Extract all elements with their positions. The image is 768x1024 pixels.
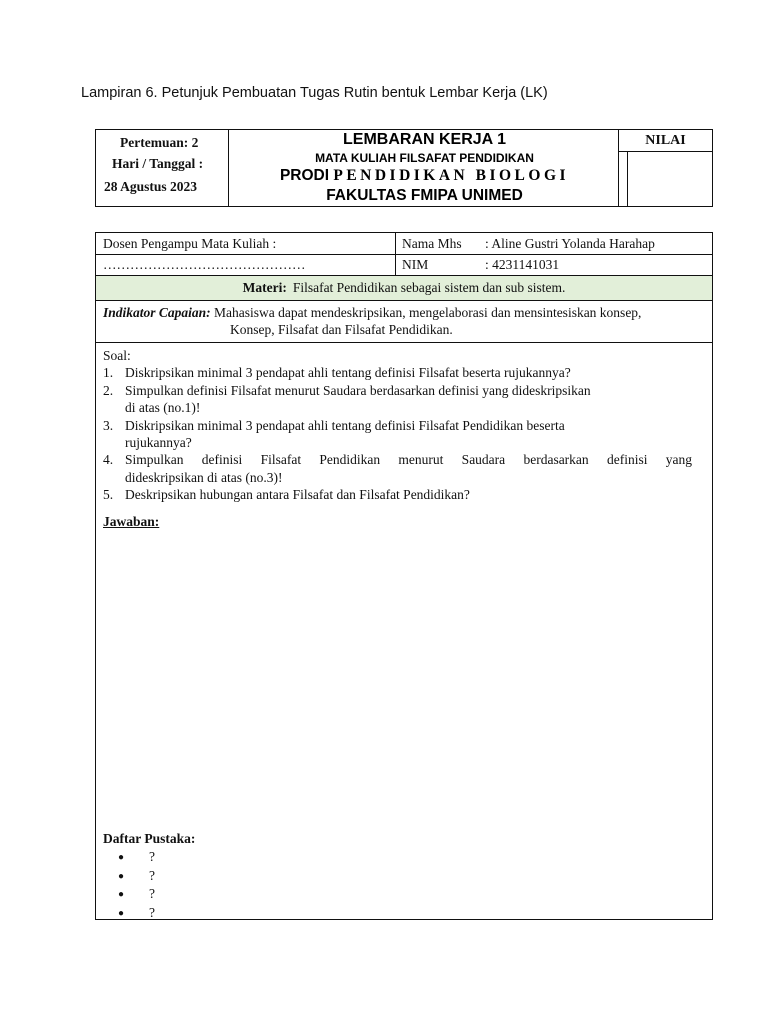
cell-divider [395,233,396,254]
soal-text-continued: rujukannya? [125,435,192,451]
soal-number: 4. [103,452,114,468]
reference-text: ? [149,849,155,864]
reference-item [118,848,155,867]
soal-section [103,347,692,504]
reference-text: ? [149,904,155,920]
soal-text-continued: di atas (no.1)! [125,400,201,416]
bullet-icon: ● [118,870,125,882]
soal-label: Soal: [103,348,131,363]
info-row-dosen-nim [96,255,712,276]
worksheet-title: LEMBARAN KERJA 1 [343,131,506,148]
hari-tanggal-label: Hari / Tanggal : [112,156,204,171]
indikator-text-1: Mahasiswa dapat mendeskripsikan, mengelaborasi dan mensintesiskan konsep, [214,305,642,320]
soal-number: 3. [103,417,114,433]
info-row-dosen-nama [96,233,712,255]
materi-row [96,276,712,301]
soal-number: 1. [103,365,114,381]
meeting-info [96,130,229,206]
indikator-row [96,301,712,343]
bullet-icon: ● [118,852,125,863]
reference-list [118,848,155,922]
nilai-score-field[interactable] [627,151,628,206]
bullet-icon: ● [118,907,125,919]
nilai-label: NILAI [619,130,712,152]
indikator-label: Indikator Capaian: [103,305,211,320]
nama-label: Nama Mhs [402,236,462,251]
nilai-box [618,130,712,206]
soal-item [103,364,692,381]
prodi-name: PENDIDIKAN BIOLOGI [333,167,570,184]
materi-line [96,278,712,298]
reference-text: ? [149,886,155,902]
soal-text: Simpulkan definisi Filsafat menurut Saudara berdasarkan definisi yang dideskripsikan [125,382,591,398]
reference-item [118,867,155,886]
worksheet-title-block [229,130,620,206]
soal-text: Diskripsikan minimal 3 pendapat ahli tentang definisi Filsafat Pendidikan beserta [125,417,565,433]
faculty-name: FAKULTAS FMIPA UNIMED [326,187,523,204]
dosen-label: Dosen Pengampu Mata Kuliah : [103,236,277,251]
tanggal-value: 28 Agustus 2023 [104,179,198,194]
dosen-value: ……………………………………… [103,257,306,272]
jawaban-label: Jawaban: [103,514,160,529]
worksheet-body [95,232,713,920]
soal-item [103,451,692,486]
indikator-text-2: Konsep, Filsafat dan Filsafat Pendidikan. [230,322,453,337]
worksheet-header [95,129,713,207]
soal-item [103,382,692,417]
reference-item [118,885,155,904]
soal-text: Deskripsikan hubungan antara Filsafat dan Filsafat Pendidikan? [125,487,470,503]
pertemuan-label: Pertemuan: 2 [120,135,199,150]
soal-text: Diskripsikan minimal 3 pendapat ahli tentang definisi Filsafat beserta rujukannya? [125,365,571,381]
reference-text: ? [149,867,155,883]
soal-text-continued: dideskripsikan di atas (no.3)! [125,469,283,485]
nim-label: NIM [402,257,429,272]
soal-item [103,417,692,452]
course-name: MATA KULIAH FILSAFAT PENDIDIKAN [315,151,534,165]
daftar-pustaka-label: Daftar Pustaka: [103,831,196,846]
materi-value: Filsafat Pendidikan sebagai sistem dan sub sistem. [292,280,566,295]
document-heading: Lampiran 6. Petunjuk Pembuatan Tugas Rutin bentuk Lembar Kerja (LK) [81,85,548,101]
reference-item [118,904,155,923]
prodi-line [229,167,620,185]
soal-number: 2. [103,382,114,398]
nama-value: : Aline Gustri Yolanda Harahap [485,236,655,251]
bullet-icon: ● [118,889,125,901]
soal-item [103,486,692,503]
cell-divider [395,255,396,275]
prodi-word: PRODI [279,167,330,184]
soal-number: 5. [103,487,114,503]
nim-value: : 4231141031 [485,257,560,272]
soal-text: Simpulkan definisi Filsafat Pendidikan menurut Saudara berdasarkan definisi yang [125,452,692,468]
materi-label: Materi: [242,280,287,295]
